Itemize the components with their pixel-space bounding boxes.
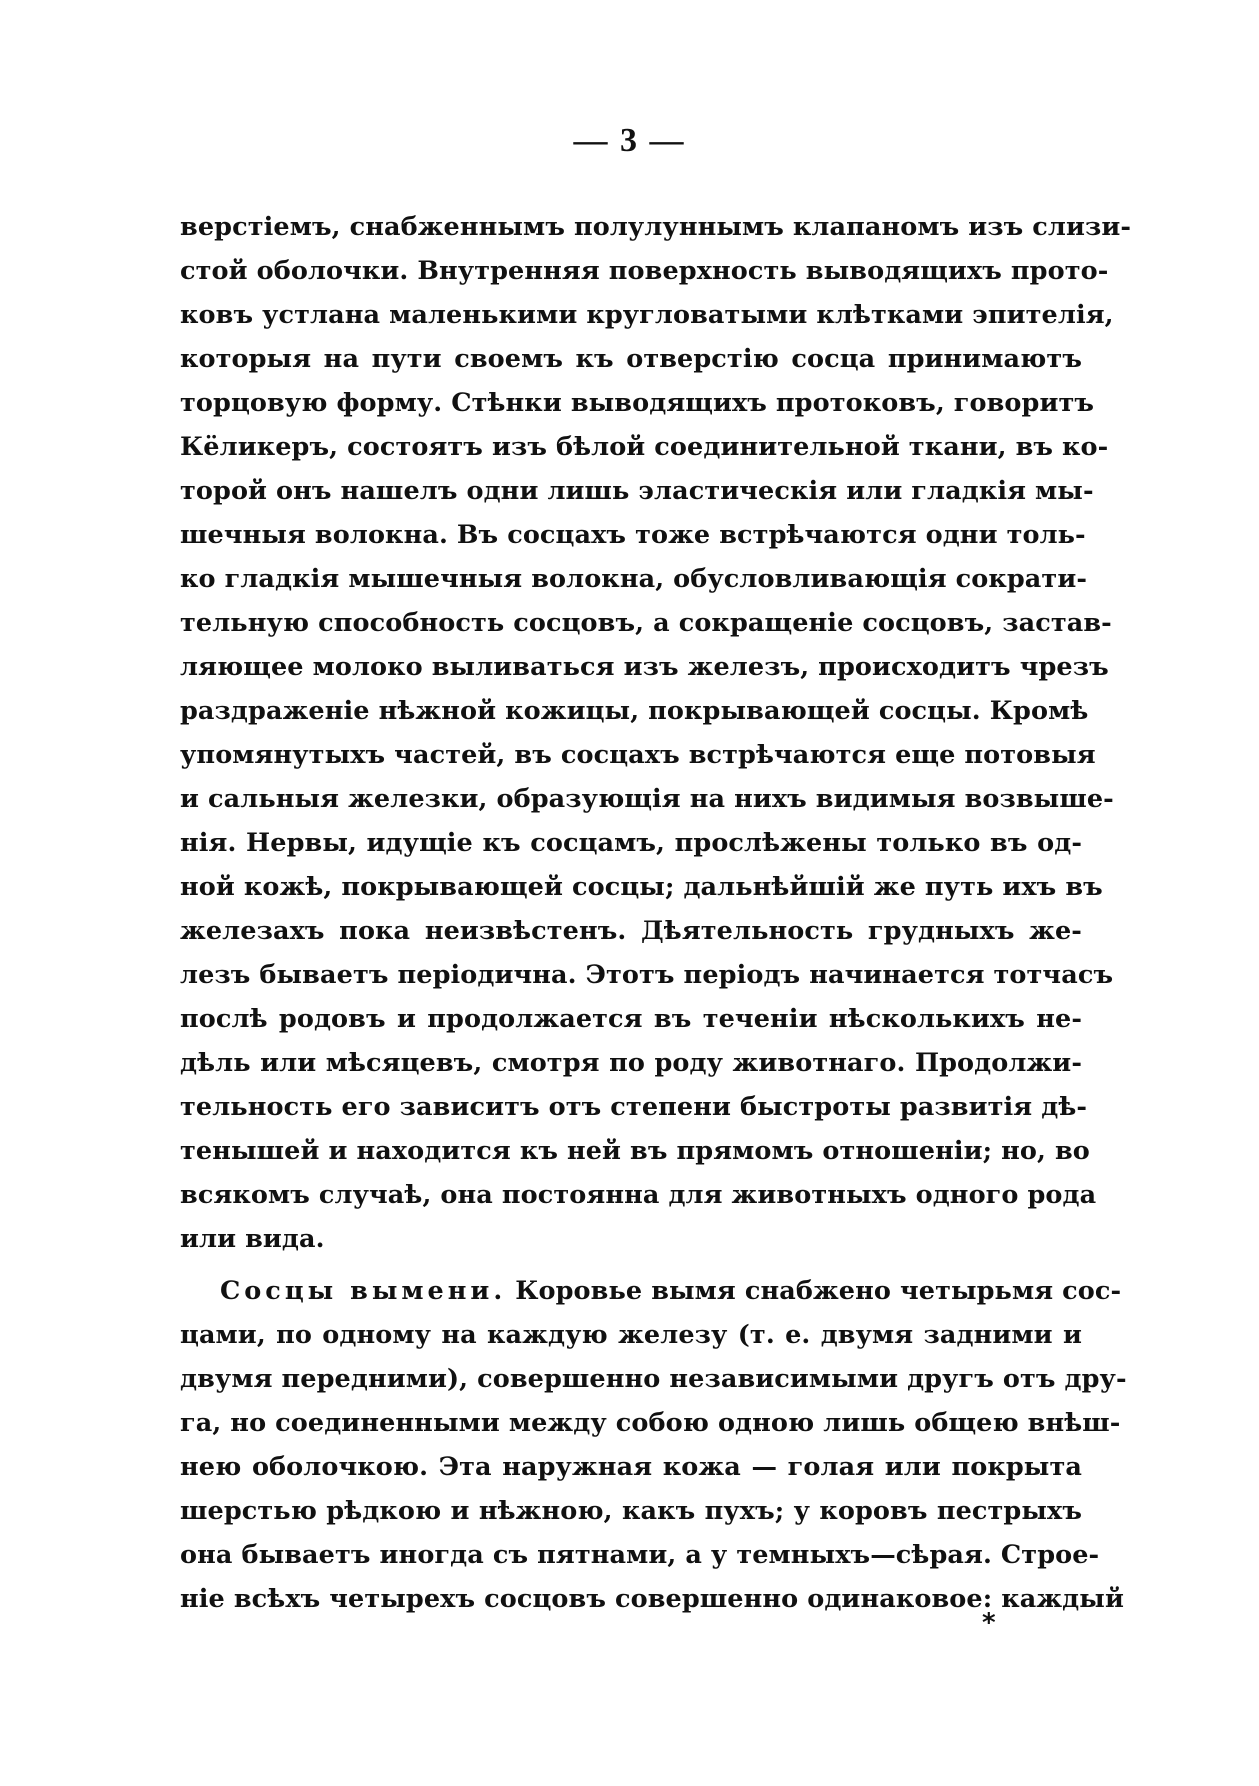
text-line: упомянутыхъ частей, въ сосцахъ встрѣчаются еще потовыя: [180, 740, 1096, 770]
text-line: шечныя волокна. Въ сосцахъ тоже встрѣчаются одни толь-: [180, 520, 1086, 550]
text-line: тенышей и находится къ ней въ прямомъ отношеніи; но, во: [180, 1136, 1090, 1166]
text-line: которыя на пути своемъ къ отверстію сосца принимаютъ: [180, 344, 1082, 374]
text-line: ляющее молоко выливаться изъ железъ, происходитъ чрезъ: [180, 652, 1109, 682]
paragraph-1: [180, 205, 1132, 1261]
text-line: она бываетъ иногда съ пятнами, а у темныхъ—сѣрая. Строе-: [180, 1540, 1100, 1570]
text-line: ніе всѣхъ четырехъ сосцовъ совершенно одинаковое: каждый: [180, 1584, 1124, 1614]
text-line: всякомъ случаѣ, она постоянна для животныхъ одного рода: [180, 1180, 1097, 1210]
text-line: цами, по одному на каждую железу (т. е. двумя задними и: [180, 1320, 1082, 1350]
text-line: дѣль или мѣсяцевъ, смотря по роду животнаго. Продолжи-: [180, 1048, 1082, 1078]
text-line: нею оболочкою. Эта наружная кожа — голая или покрыта: [180, 1452, 1082, 1482]
text-line: тельность его зависитъ отъ степени быстроты развитія дѣ-: [180, 1092, 1088, 1122]
text-line: и сальныя железки, образующія на нихъ видимыя возвыше-: [180, 784, 1114, 814]
text-line: ковъ устлана маленькими кругловатыми клѣтками эпителія,: [180, 300, 1114, 330]
text-line: стой оболочки. Внутренняя поверхность выводящихъ прото-: [180, 256, 1109, 286]
text-line: ной кожѣ, покрывающей сосцы; дальнѣйшій же путь ихъ въ: [180, 872, 1103, 902]
text-line: шерстью рѣдкою и нѣжною, какъ пухъ; у коровъ пестрыхъ: [180, 1496, 1082, 1526]
text-line: торой онъ нашелъ одни лишь эластическія или гладкія мы-: [180, 476, 1094, 506]
text-line: двумя передними), совершенно независимыми другъ отъ дру-: [180, 1364, 1127, 1394]
page-number: — 3 —: [573, 122, 686, 159]
paragraph-2: [180, 1269, 1127, 1621]
text-line: верстіемъ, снабженнымъ полулуннымъ клапаномъ изъ слизи-: [180, 212, 1132, 242]
paragraph-gap: [180, 1261, 1082, 1269]
text-line: или вида.: [180, 1224, 325, 1254]
text-line: нія. Нервы, идущіе къ сосцамъ, прослѣжены только въ од-: [180, 828, 1082, 858]
text-line: железахъ пока неизвѣстенъ. Дѣятельность грудныхъ же-: [180, 916, 1082, 946]
section-heading: Сосцы вымени.: [220, 1276, 507, 1306]
printer-signature-mark: *: [982, 1608, 996, 1638]
text-line: тельную способность сосцовъ, а сокращеніе сосцовъ, застав-: [180, 608, 1112, 638]
text-line-rest: Коровье вымя снабжено четырьмя сос-: [515, 1276, 1122, 1306]
text-line: ко гладкія мышечныя волокна, обусловливающія сократи-: [180, 564, 1088, 594]
text-line: [180, 1269, 1122, 1313]
text-line: Кёликеръ, состоятъ изъ бѣлой соединительной ткани, въ ко-: [180, 432, 1109, 462]
text-line: торцовую форму. Стѣнки выводящихъ протоковъ, говоритъ: [180, 388, 1095, 418]
text-line: раздраженіе нѣжной кожицы, покрывающей сосцы. Кромѣ: [180, 696, 1089, 726]
text-line: послѣ родовъ и продолжается въ теченіи нѣсколькихъ не-: [180, 1004, 1082, 1034]
text-line: лезъ бываетъ періодична. Этотъ періодъ начинается тотчасъ: [180, 960, 1114, 990]
body-text: [180, 205, 1132, 1621]
text-line: га, но соединенными между собою одною лишь общею внѣш-: [180, 1408, 1121, 1438]
